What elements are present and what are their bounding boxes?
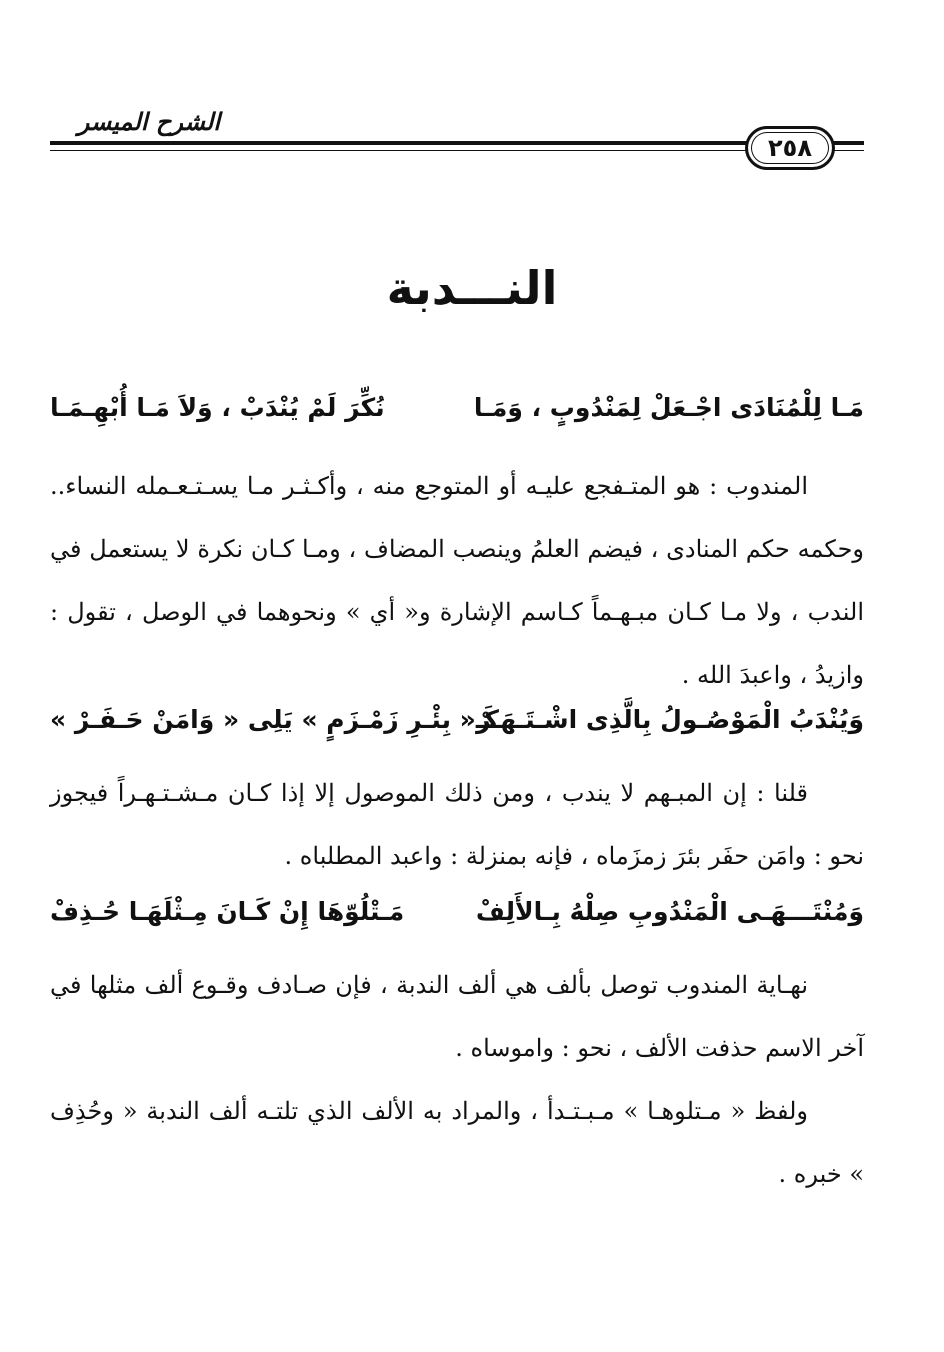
running-title: الشرح الميسر	[77, 108, 220, 136]
verse-hemistich-second: نُكِّرَ لَمْ يُنْدَبْ ، وَلاَ مَـا أُبْهِـمَـا	[50, 393, 385, 422]
header-rule-right-thin	[832, 150, 864, 151]
header-rule-thick	[50, 141, 758, 145]
page-number-badge	[745, 126, 835, 170]
chapter-title: النـــدبة	[386, 261, 558, 315]
commentary-paragraph: ولفظ « مـتلوهـا » مـبـتـدأ ، والمراد به الألف الذي تلتـه ألف الندبة « وحُذِف » خبره .	[50, 1097, 864, 1188]
verse-hemistich-second: كَـ« بِئْـرِ زَمْـزَمٍ » يَلِى « وَامَنْ حَـفَـرْ »	[50, 705, 499, 734]
header-rule-right-thick	[832, 141, 864, 145]
verse-line	[50, 386, 864, 430]
header-rule-thin	[50, 150, 758, 151]
commentary-paragraph: قلنا : إن المبـهم لا يندب ، ومن ذلك الموصول إلا إذا كـان مـشـتـهـراً فيجوز نحو : وامَن حفَر بئرَ زمزَماه ، فإنه بمنزلة : واعبد المطلباه .	[50, 779, 864, 870]
verse-hemistich-first: مَـا لِلْمُنَادَى اجْـعَلْ لِمَنْدُوبٍ ، وَمَـا	[473, 393, 864, 422]
verse-hemistich-first: وَيُنْدَبُ الْمَوْصُـولُ بِالَّذِى اشْـتَـهَـرْ	[476, 705, 864, 734]
verse-hemistich-second: مَـتْلُوّهَا إِنْ كَـانَ مِـثْلَهَـا حُـذِفْ	[50, 897, 405, 926]
commentary-paragraph: نهـاية المندوب توصل بألف هي ألف الندبة ، فإن صـادف وقـوع ألف مثلها في آخر الاسم حذفت الألف ، نحو : واموساه .	[50, 971, 864, 1062]
commentary-paragraph: المندوب : هو المتـفجع عليـه أو المتوجع منه ، وأكـثـر مـا يسـتـعـمله النساء.. وحكمه حكم المنادى ، فيضم العلمُ وينصب المضاف ، ومـا كـان نكرة لا يستعمل في الندب ، ولا مـا كـان مبـهـماً كـاسم الإشارة و« أي » ونحوهما في الوصل ، تقول : وازيدُ ، واعبدَ الله .	[50, 472, 864, 689]
verse-line	[50, 698, 864, 742]
verse-hemistich-first: وَمُنْتَـــهَـى الْمَنْدُوبِ صِلْهُ بِـالأَلِفْ	[475, 897, 864, 926]
page-number: ٢٥٨	[768, 134, 812, 162]
verse-line	[50, 890, 864, 934]
